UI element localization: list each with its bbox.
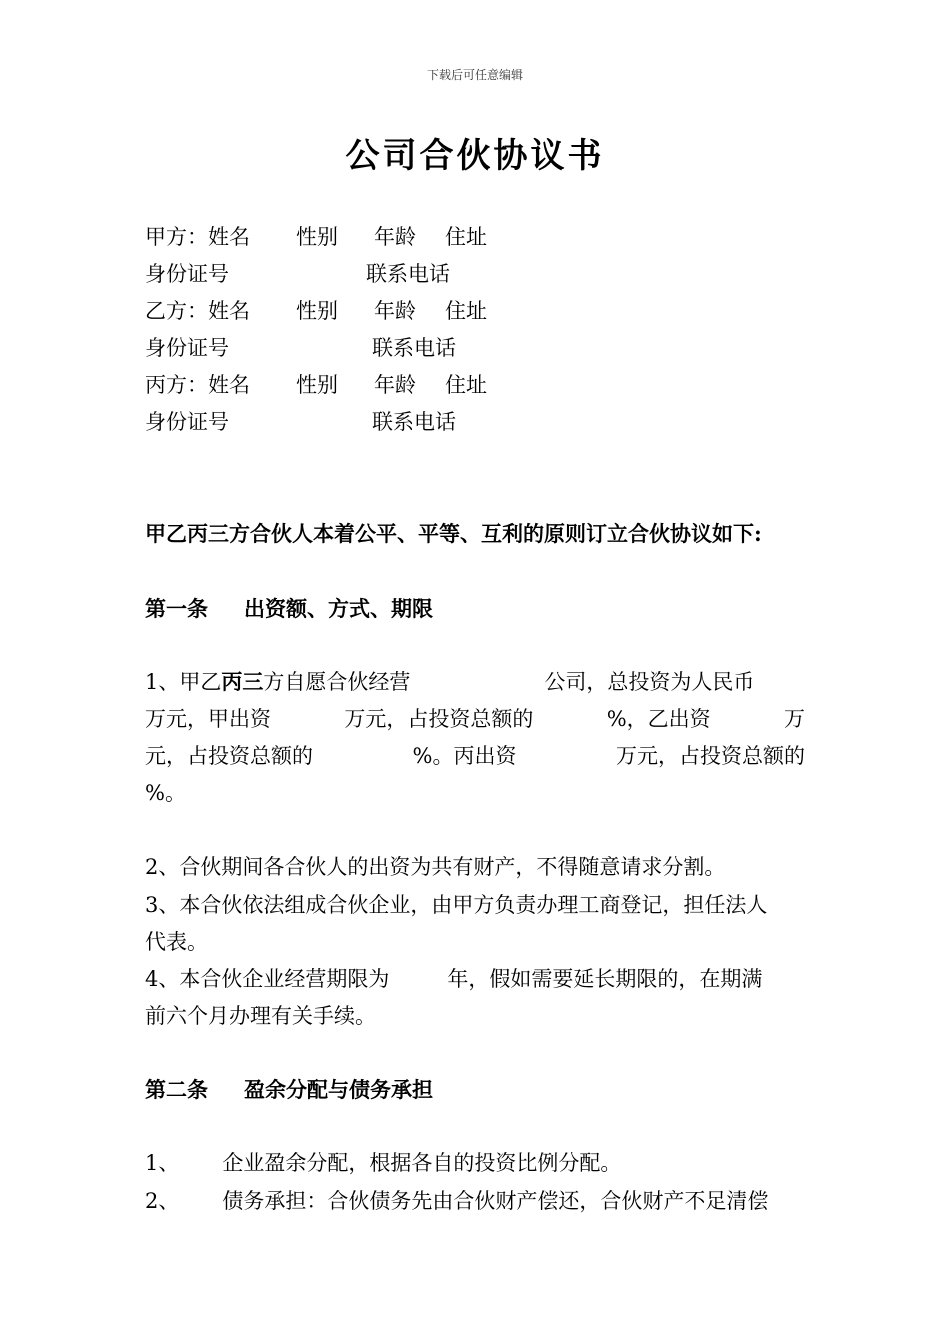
party-a-age-label: 年龄 — [374, 225, 416, 249]
document-title: 公司合伙协议书 — [345, 136, 605, 176]
party-c-phone-label: 联系电话 — [372, 410, 456, 434]
party-c-id-row — [145, 408, 456, 436]
party-a-id-label: 身份证号 — [145, 262, 229, 286]
article-1-p1-line-4: %。 — [145, 781, 186, 805]
party-a-name-label: 甲方：姓名 — [145, 225, 250, 249]
party-a-info-row — [145, 223, 487, 251]
article-1-number: 第一条 — [145, 596, 208, 621]
party-c-id-label: 身份证号 — [145, 410, 229, 434]
party-b-address-label: 住址 — [445, 299, 487, 323]
party-b-name-label: 乙方：姓名 — [145, 299, 250, 323]
p4-text-a: 4、本合伙企业经营期限为 — [145, 967, 390, 991]
party-c-name-label: 丙方：姓名 — [145, 373, 250, 397]
party-a-address-label: 住址 — [445, 225, 487, 249]
article-1-p3-line-1: 3、本合伙依法组成合伙企业，由甲方负责办理工商登记，担任法人 — [145, 893, 768, 917]
item-2-text: 债务承担：合伙债务先由合伙财产偿还，合伙财产不足清偿 — [222, 1189, 769, 1213]
article-2-title: 盈余分配与债务承担 — [244, 1077, 433, 1102]
article-1-p1-line-3 — [145, 742, 805, 770]
party-b-id-label: 身份证号 — [145, 336, 229, 360]
item-1-number: 1、 — [145, 1151, 180, 1175]
p1-l3-a: 元，占投资总额的 — [145, 744, 313, 768]
article-2-item-1 — [145, 1149, 621, 1177]
p1-text-a: 1、甲乙 — [145, 670, 222, 694]
article-1-title: 出资额、方式、期限 — [244, 596, 433, 621]
party-c-gender-label: 性别 — [296, 373, 338, 397]
party-a-gender-label: 性别 — [296, 225, 338, 249]
party-a-id-row — [145, 260, 450, 288]
party-b-phone-label: 联系电话 — [372, 336, 456, 360]
article-2-number: 第二条 — [145, 1077, 208, 1102]
article-1-p3-line-2: 代表。 — [145, 930, 208, 954]
p1-l2-d: 万 — [784, 707, 805, 731]
party-a-phone-label: 联系电话 — [366, 262, 450, 286]
article-1-heading — [145, 595, 433, 623]
p1-l2-c: %，乙出资 — [606, 707, 711, 731]
article-1-p2: 2、合伙期间各合伙人的出资为共有财产，不得随意请求分割。 — [145, 855, 726, 879]
p1-text-c: 方自愿合伙经营 — [263, 670, 411, 694]
intro-statement: 甲乙丙三方合伙人本着公平、平等、互利的原则订立合伙协议如下: — [145, 521, 762, 546]
p1-l3-b: %。丙出资 — [412, 744, 517, 768]
party-b-gender-label: 性别 — [296, 299, 338, 323]
article-2-heading — [145, 1076, 433, 1104]
party-c-info-row — [145, 371, 487, 399]
item-1-text: 企业盈余分配，根据各自的投资比例分配。 — [222, 1151, 622, 1175]
article-1-p4-line-1 — [145, 965, 762, 993]
article-1-p1-line-1 — [145, 668, 754, 696]
p4-text-b: 年，假如需要延长期限的，在期满 — [447, 967, 763, 991]
article-2-item-2 — [145, 1187, 768, 1215]
article-1-p4-line-2: 前六个月办理有关手续。 — [145, 1004, 376, 1028]
p1-text-b: 丙三 — [221, 669, 264, 694]
p1-l3-c: 万元，占投资总额的 — [616, 744, 805, 768]
party-c-address-label: 住址 — [445, 373, 487, 397]
p1-l2-a: 万元，甲出资 — [145, 707, 271, 731]
article-1-p1-line-2 — [145, 705, 805, 733]
party-b-age-label: 年龄 — [374, 299, 416, 323]
party-b-info-row — [145, 297, 487, 325]
header-note: 下载后可任意编辑 — [426, 68, 523, 82]
p1-text-d: 公司，总投资为人民币 — [544, 670, 755, 694]
item-2-number: 2、 — [145, 1189, 180, 1213]
party-c-age-label: 年龄 — [374, 373, 416, 397]
party-b-id-row — [145, 334, 456, 362]
p1-l2-b: 万元，占投资总额的 — [344, 707, 534, 731]
